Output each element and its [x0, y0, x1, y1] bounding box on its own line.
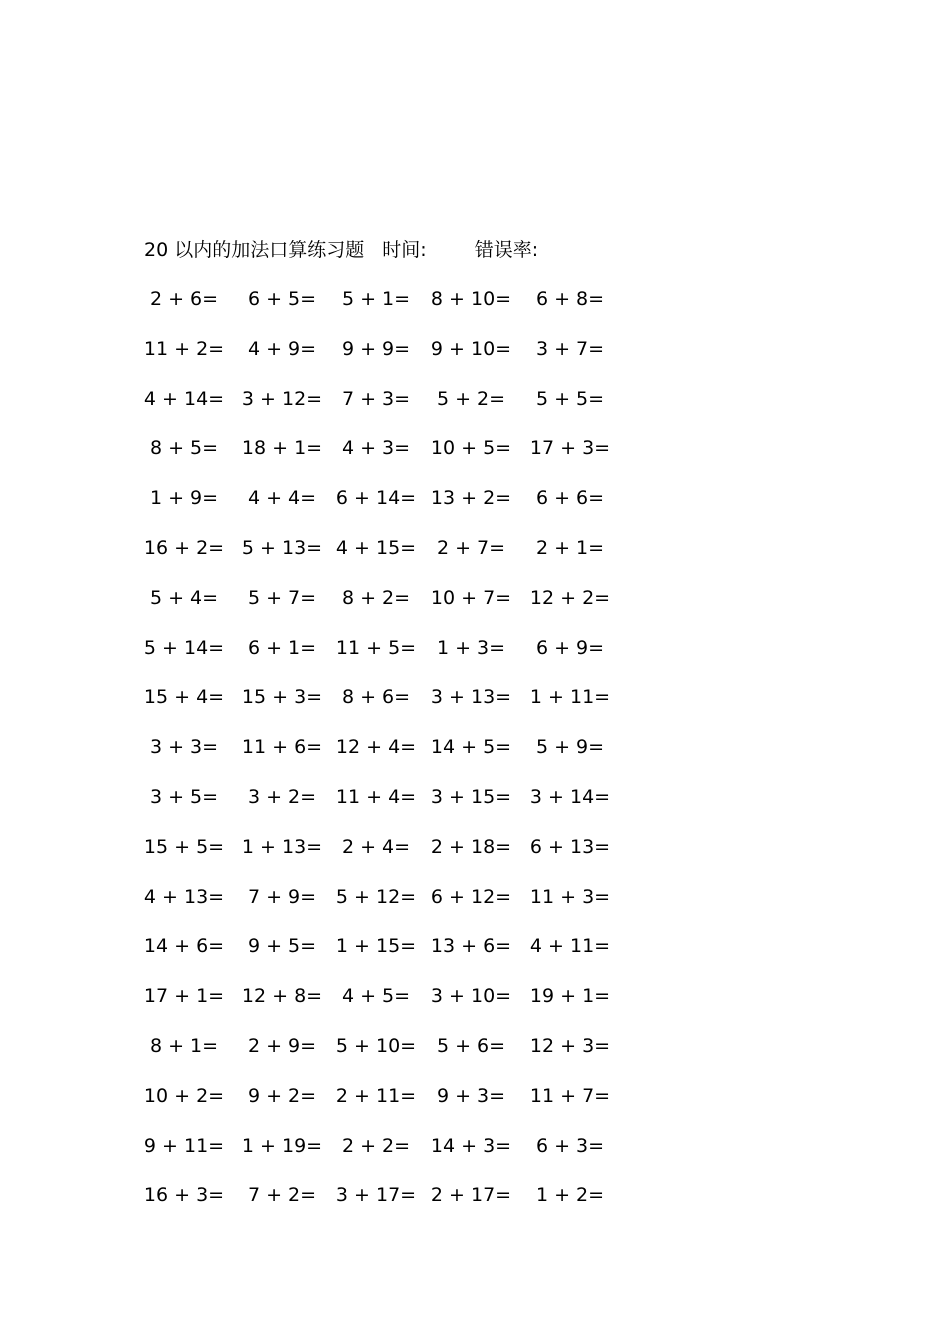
problem-item: 1 + 11=: [529, 686, 611, 709]
problem-item: 6 + 14=: [335, 487, 417, 510]
problem-row: [0, 533, 950, 583]
problem-row: [0, 583, 950, 633]
problem-item: 12 + 3=: [529, 1034, 611, 1057]
problem-item: 5 + 6=: [436, 1034, 506, 1057]
problem-item: 15 + 4=: [143, 686, 225, 709]
problem-item: 12 + 2=: [529, 586, 611, 609]
problem-item: 3 + 17=: [335, 1184, 417, 1207]
problem-item: 5 + 10=: [335, 1034, 417, 1057]
problem-item: 3 + 13=: [430, 686, 512, 709]
problem-row: [0, 384, 950, 434]
problem-item: 1 + 2=: [535, 1184, 605, 1207]
problem-row: [0, 1180, 950, 1230]
problem-item: 1 + 13=: [241, 835, 323, 858]
problem-item: 11 + 2=: [143, 337, 225, 360]
problem-row: [0, 882, 950, 932]
problem-item: 3 + 7=: [535, 337, 605, 360]
problem-item: 17 + 1=: [143, 985, 225, 1008]
problem-item: 2 + 11=: [335, 1084, 417, 1107]
problem-item: 10 + 5=: [430, 437, 512, 460]
problem-item: 11 + 5=: [335, 636, 417, 659]
problem-item: 2 + 1=: [535, 536, 605, 559]
problem-item: 9 + 5=: [247, 935, 317, 958]
problem-item: 7 + 3=: [341, 387, 411, 410]
problem-item: 5 + 14=: [143, 636, 225, 659]
problem-row: [0, 832, 950, 882]
problem-item: 14 + 3=: [430, 1134, 512, 1157]
problem-item: 6 + 8=: [535, 288, 605, 310]
problem-item: 4 + 4=: [247, 487, 317, 510]
problem-item: 5 + 13=: [241, 536, 323, 559]
problem-item: 17 + 3=: [529, 437, 611, 460]
problem-item: 1 + 9=: [149, 487, 219, 510]
problem-item: 4 + 3=: [341, 437, 411, 460]
problem-item: 9 + 10=: [430, 337, 512, 360]
problem-row: [0, 1031, 950, 1081]
problem-item: 4 + 13=: [143, 885, 225, 908]
problem-item: 1 + 19=: [241, 1134, 323, 1157]
problem-item: 3 + 12=: [241, 387, 323, 410]
problem-row: [0, 334, 950, 384]
problem-grid: [0, 284, 950, 1230]
problem-item: 6 + 1=: [247, 636, 317, 659]
problem-item: 5 + 2=: [436, 387, 506, 410]
problem-item: 14 + 6=: [143, 935, 225, 958]
problem-item: 6 + 6=: [535, 487, 605, 510]
problem-item: 9 + 9=: [341, 337, 411, 360]
problem-item: 5 + 5=: [535, 387, 605, 410]
problem-item: 3 + 5=: [149, 785, 219, 808]
problem-item: 4 + 5=: [341, 985, 411, 1008]
problem-row: [0, 284, 950, 334]
problem-row: [0, 633, 950, 683]
problem-item: 7 + 2=: [247, 1184, 317, 1207]
problem-item: 3 + 2=: [247, 785, 317, 808]
problem-item: 18 + 1=: [241, 437, 323, 460]
worksheet-title: 20 以内的加法口算练习题: [144, 239, 365, 261]
problem-item: 16 + 3=: [143, 1184, 225, 1207]
problem-item: 2 + 17=: [430, 1184, 512, 1207]
problem-row: [0, 1081, 950, 1131]
problem-item: 1 + 3=: [436, 636, 506, 659]
problem-item: 1 + 15=: [335, 935, 417, 958]
problem-item: 15 + 3=: [241, 686, 323, 709]
problem-item: 2 + 9=: [247, 1034, 317, 1057]
problem-item: 4 + 15=: [335, 536, 417, 559]
problem-item: 16 + 2=: [143, 536, 225, 559]
problem-item: 10 + 7=: [430, 586, 512, 609]
problem-item: 5 + 9=: [535, 736, 605, 759]
problem-item: 8 + 1=: [149, 1034, 219, 1057]
problem-item: 11 + 4=: [335, 785, 417, 808]
problem-item: 7 + 9=: [247, 885, 317, 908]
problem-item: 9 + 2=: [247, 1084, 317, 1107]
problem-item: 6 + 9=: [535, 636, 605, 659]
problem-item: 8 + 2=: [341, 586, 411, 609]
problem-row: [0, 1131, 950, 1181]
problem-item: 2 + 18=: [430, 835, 512, 858]
problem-row: [0, 483, 950, 533]
problem-item: 5 + 7=: [247, 586, 317, 609]
problem-item: 5 + 1=: [341, 288, 411, 310]
problem-item: 9 + 3=: [436, 1084, 506, 1107]
problem-item: 11 + 7=: [529, 1084, 611, 1107]
worksheet-header: [144, 236, 538, 264]
problem-item: 13 + 2=: [430, 487, 512, 510]
problem-item: 12 + 8=: [241, 985, 323, 1008]
problem-item: 3 + 15=: [430, 785, 512, 808]
time-label: 时间:: [382, 239, 427, 261]
problem-row: [0, 682, 950, 732]
problem-item: 10 + 2=: [143, 1084, 225, 1107]
problem-item: 4 + 9=: [247, 337, 317, 360]
problem-item: 8 + 6=: [341, 686, 411, 709]
problem-row: [0, 931, 950, 981]
problem-row: [0, 433, 950, 483]
problem-item: 13 + 6=: [430, 935, 512, 958]
problem-item: 2 + 7=: [436, 536, 506, 559]
problem-item: 9 + 11=: [143, 1134, 225, 1157]
problem-item: 5 + 12=: [335, 885, 417, 908]
problem-item: 15 + 5=: [143, 835, 225, 858]
problem-item: 4 + 11=: [529, 935, 611, 958]
problem-row: [0, 782, 950, 832]
problem-item: 5 + 4=: [149, 586, 219, 609]
problem-item: 3 + 10=: [430, 985, 512, 1008]
problem-item: 2 + 6=: [149, 288, 219, 310]
problem-item: 6 + 5=: [247, 288, 317, 310]
problem-row: [0, 981, 950, 1031]
error-rate-label: 错误率:: [474, 239, 539, 261]
problem-item: 3 + 3=: [149, 736, 219, 759]
problem-item: 2 + 4=: [341, 835, 411, 858]
problem-row: [0, 732, 950, 782]
problem-item: 6 + 12=: [430, 885, 512, 908]
problem-item: 2 + 2=: [341, 1134, 411, 1157]
problem-item: 6 + 13=: [529, 835, 611, 858]
problem-item: 8 + 5=: [149, 437, 219, 460]
problem-item: 14 + 5=: [430, 736, 512, 759]
problem-item: 6 + 3=: [535, 1134, 605, 1157]
problem-item: 3 + 14=: [529, 785, 611, 808]
problem-item: 12 + 4=: [335, 736, 417, 759]
problem-item: 11 + 6=: [241, 736, 323, 759]
problem-item: 4 + 14=: [143, 387, 225, 410]
problem-item: 11 + 3=: [529, 885, 611, 908]
problem-item: 8 + 10=: [430, 288, 512, 310]
problem-item: 19 + 1=: [529, 985, 611, 1008]
